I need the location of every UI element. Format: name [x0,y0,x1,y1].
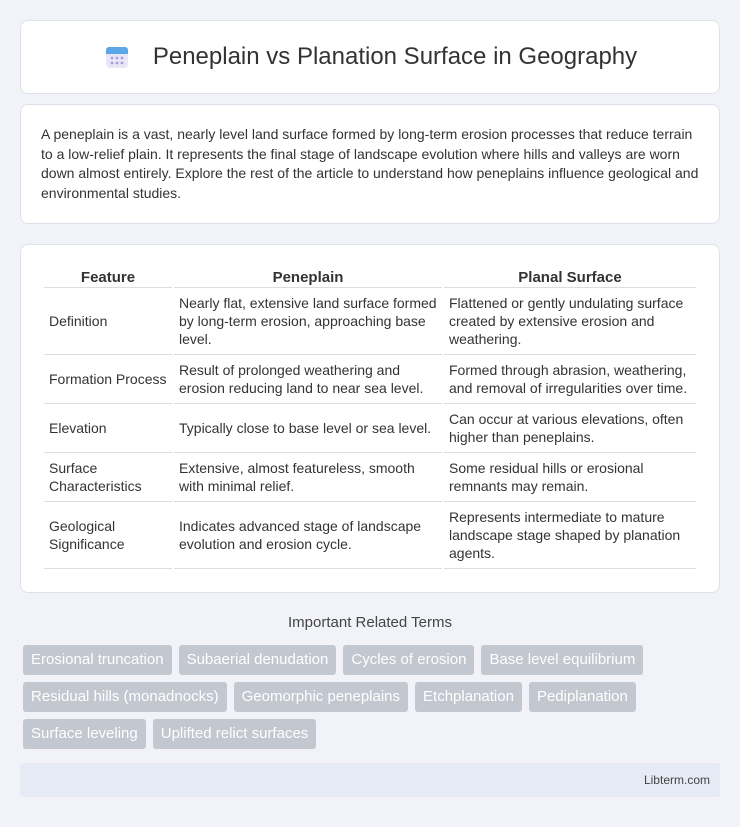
table-cell: Indicates advanced stage of landscape evolution and erosion cycle. [174,502,442,569]
table-cell: Typically close to base level or sea level. [174,404,442,453]
related-term-tag[interactable]: Geomorphic peneplains [234,682,408,712]
table-header-cell: Feature [44,264,172,288]
related-terms-title: Important Related Terms [288,614,452,631]
title-card [20,20,720,94]
related-term-tag[interactable]: Pediplanation [529,682,636,712]
table-row [44,404,696,453]
table-header-cell: Planal Surface [444,264,696,288]
table-row [44,288,696,355]
table-cell: Geological Significance [44,502,172,569]
related-term-tag[interactable]: Cycles of erosion [343,645,474,675]
table-cell: Represents intermediate to mature landscape stage shaped by planation agents. [444,502,696,569]
footer-site-link[interactable]: Libterm.com [643,773,710,787]
comparison-table-card [20,244,720,593]
table-header-row [44,264,696,288]
comparison-table [42,264,698,569]
intro-text: A peneplain is a vast, nearly level land surface formed by long-term erosion processes that reduce terrain to a low-relief plain. It represents the final stage of landscape evolution where hills and valleys are worn down almost entirely. Explore the rest of the article to understand how peneplains influence geological and environmental studies. [41,126,699,201]
footer [20,763,720,797]
table-cell: Some residual hills or erosional remnants may remain. [444,453,696,502]
related-term-tag[interactable]: Surface leveling [23,719,146,749]
table-cell: Result of prolonged weathering and erosion reducing land to near sea level. [174,355,442,404]
table-cell: Formed through abrasion, weathering, and removal of irregularities over time. [444,355,696,404]
related-term-tag[interactable]: Subaerial denudation [179,645,337,675]
related-term-tag[interactable]: Residual hills (monadnocks) [23,682,227,712]
related-term-tag[interactable]: Uplifted relict surfaces [153,719,317,749]
calendar-icon [103,43,131,71]
table-row [44,453,696,502]
related-term-tag[interactable]: Erosional truncation [23,645,172,675]
table-row [44,502,696,569]
related-term-tag[interactable]: Base level equilibrium [481,645,643,675]
table-cell: Flattened or gently undulating surface created by extensive erosion and weathering. [444,288,696,355]
table-cell: Elevation [44,404,172,453]
table-cell: Nearly flat, extensive land surface formed by long-term erosion, approaching base level. [174,288,442,355]
table-header-cell: Peneplain [174,264,442,288]
table-cell: Definition [44,288,172,355]
page-title: Peneplain vs Planation Surface in Geography [152,43,638,70]
intro-card [20,104,720,224]
related-term-tag[interactable]: Etchplanation [415,682,522,712]
table-cell: Formation Process [44,355,172,404]
table-cell: Extensive, almost featureless, smooth with minimal relief. [174,453,442,502]
table-row [44,355,696,404]
related-terms-list [23,645,713,749]
table-cell: Can occur at various elevations, often higher than peneplains. [444,404,696,453]
table-cell: Surface Characteristics [44,453,172,502]
